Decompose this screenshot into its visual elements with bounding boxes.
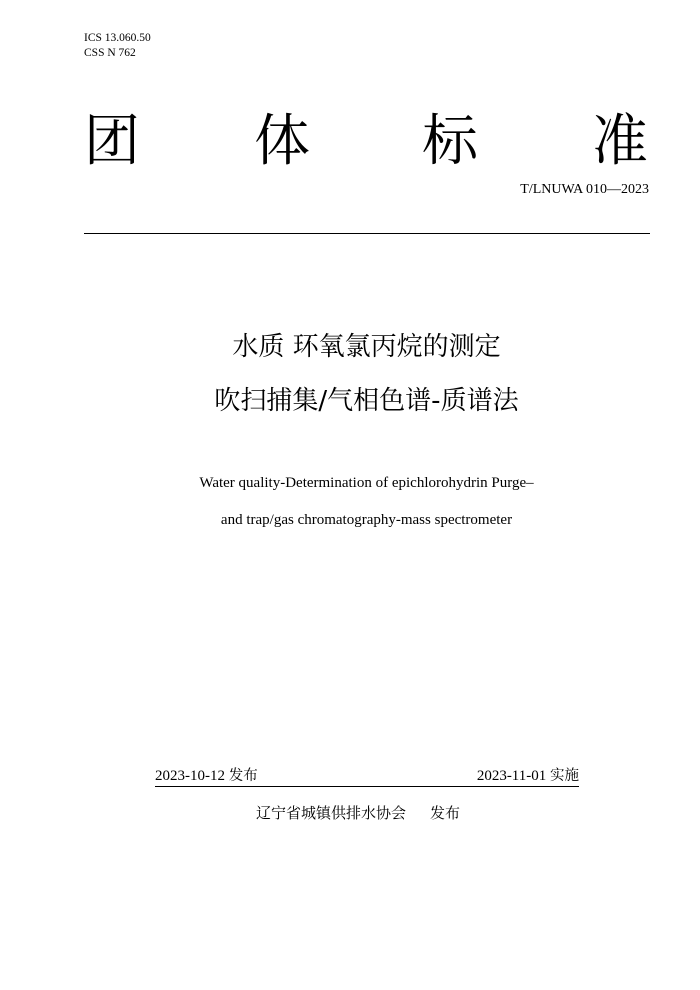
english-title-line-2: and trap/gas chromatography-mass spectrometer <box>220 512 513 528</box>
header-divider <box>84 233 650 234</box>
title-char-1: 团 <box>84 109 140 174</box>
chinese-title-line-2: 吹扫捕集/气相色谱-质谱法 <box>214 386 519 416</box>
publisher-name: 辽宁省城镇供排水协会 <box>256 804 407 822</box>
implement-date: 2023-11-01 <box>476 768 547 784</box>
publisher-suffix: 发布 <box>430 804 461 822</box>
standard-number: T/LNUWA 010—2023 <box>520 182 649 197</box>
date-line <box>155 766 579 787</box>
standard-type-title <box>84 108 650 178</box>
title-char-4: 准 <box>592 109 648 174</box>
ics-code: ICS 13.060.50 <box>84 32 151 44</box>
issue-date: 2023-10-12 <box>155 768 225 784</box>
title-char-2: 体 <box>254 109 310 174</box>
issue-date-group <box>155 766 258 786</box>
implement-date-group <box>477 766 579 786</box>
title-char-3: 标 <box>422 109 478 174</box>
publisher-line <box>256 803 460 823</box>
implement-label: 实施 <box>550 768 579 784</box>
ccs-code: CSS N 762 <box>84 47 136 59</box>
english-title-line-1: Water quality-Determination of epichlorohydrin Purge– <box>199 475 534 491</box>
chinese-title-line-1: 水质 环氧氯丙烷的测定 <box>232 332 501 362</box>
issue-label: 发布 <box>228 768 258 784</box>
